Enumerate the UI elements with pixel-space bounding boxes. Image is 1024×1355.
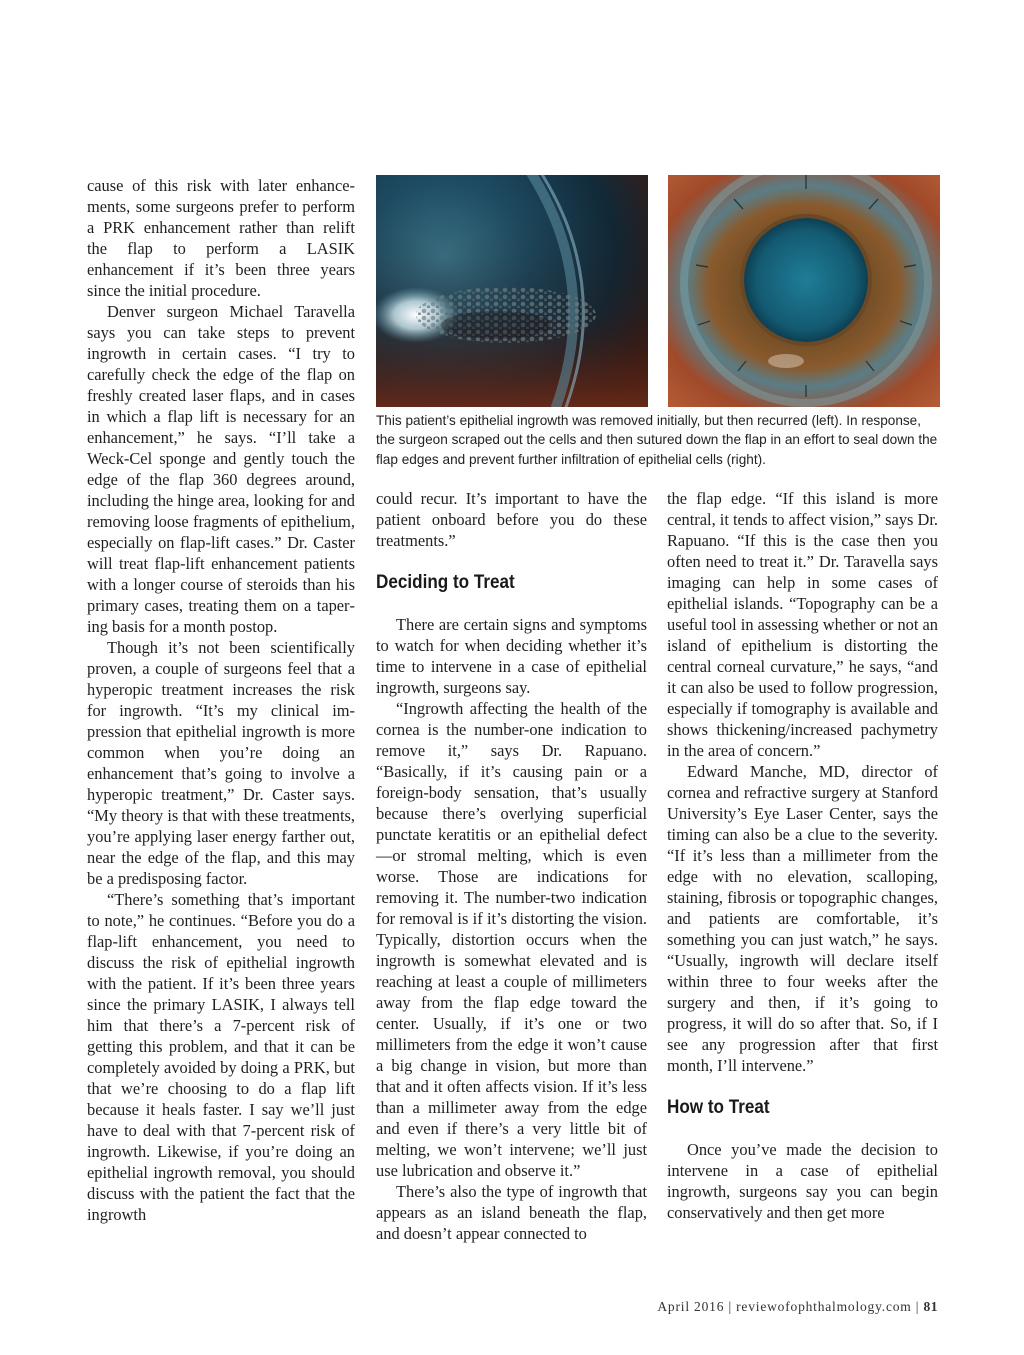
figure-photo-right: [668, 175, 940, 407]
section-heading-deciding: Deciding to Treat: [376, 572, 515, 593]
paragraph: “There’s something that’s important to note,” he continues. “Before you do a flap-lift enhancement, you need to discuss the risk of epithelial ingrowth with the patient. If it’s been three years since the primary LASIK, I always tell him that there’s a 7-percent risk of getting this problem, and that it can be completely avoided by doing a PRK, but that we’re choosing to do a flap lift because it heals faster. I say we’ll just have to deal with that 7-percent risk of ingrowth. Likewise, if you’re doing an epithelial ingrowth removal, you should discuss with the patient the fact that the ingrowth: [87, 890, 355, 1224]
page-number: 81: [923, 1299, 938, 1314]
paragraph: the flap edge. “If this island is more central, it tends to affect vision,” says Dr. Rapuano. “If this is the case then you often need to treat it.” Dr. Taravella says imaging can help in some cases of epithelial islands. “Topography can be a useful tool in assessing whether or not an island of epithelium is distorting the central corneal curvature,” he says, “and it can also be used to follow progression, especially if tomography is available and shows thickening/increased pachymetry in the area of concern.”: [667, 489, 938, 760]
column-3: [667, 488, 938, 1223]
paragraph: cause of this risk with later enhancements, some surgeons prefer to perform a PRK enhancement rather than relift the flap to perform a LASIK enhancement if it’s been three years since the initial procedure.: [87, 176, 355, 300]
figure-caption: This patient’s epithelial ingrowth was removed initially, but then recurred (left). In response, the surgeon scraped out the cells and then sutured down the flap in an effort to seal down the flap edges and prevent further infiltration of epithelial cells (right).: [376, 413, 938, 467]
slit-lamp-eye-image: [376, 175, 648, 407]
paragraph: Once you’ve made the decision to intervene in a case of epithelial ingrowth, surgeons say you can begin conservatively and then get more: [667, 1140, 938, 1222]
paragraph: There are certain signs and symptoms to watch for when deciding whether it’s time to intervene in a case of epithelial ingrowth, surgeons say.: [376, 615, 647, 697]
footer-site: reviewofophthalmology.com: [736, 1299, 912, 1314]
paragraph: Denver surgeon Michael Taravella says you can take steps to prevent ingrowth in certain cases. “I try to carefully check the edge of the flap on freshly created laser flaps, and in cases in which a flap lift is necessary for an enhancement,” he says. “I’ll take a Weck-Cel sponge and gently touch the edge of the flap 360 degrees around, including the hinge area, looking for and removing loose fragments of epithelium, especially on flap-lift cases.” Dr. Caster will treat flap-lift enhancement patients with a longer course of steroids than his primary cases, treating them on a tapering basis for a month postop.: [87, 302, 355, 636]
section-heading-how-to-treat: How to Treat: [667, 1097, 770, 1118]
page-footer: [657, 1299, 938, 1315]
column-1: [87, 175, 355, 1225]
figure-photo-left: [376, 175, 648, 407]
footer-issue: April 2016: [657, 1299, 725, 1314]
paragraph: could recur. It’s important to have the patient onboard before you do these treatments.”: [376, 489, 647, 550]
paragraph: “Ingrowth affecting the health of the cornea is the number-one indication to remove it,” says Dr. Rapuano. “Basically, if it’s causing pain or a foreign-body sensation, that’s usually because there’s overlying superficial punctate keratitis or an epithelial defect—or stromal melting, which is even worse. Those are indications for removing it. The number-two indication for removal is if it’s distorting the vision. Typically, distortion occurs when the ingrowth is somewhat elevated and is reaching at least a couple of millimeters away from the flap edge toward the center. Usually, if it’s one or two millimeters from the edge it won’t cause a big change in vision, but more than that and it often affects vision. If it’s less than a millimeter away from the edge and even if there’s a very little bit of melting, we won’t intervene; we’ll just use lubrication and observe it.”: [376, 699, 647, 1180]
paragraph: Though it’s not been scientifically proven, a couple of surgeons feel that a hyperopic treatment increases the risk for ingrowth. “It’s my clinical impression that epithelial ingrowth is more common when you’re doing an enhancement that’s going to involve a hyperopic treatment,” Dr. Caster says. “My theory is that with these treatments, you’re applying laser energy farther out, near the edge of the flap, and this may be a predisposing factor.: [87, 638, 355, 888]
footer-separator: |: [728, 1299, 732, 1314]
footer-separator: |: [915, 1299, 920, 1314]
sutured-eye-image: [668, 175, 940, 407]
paragraph: There’s also the type of ingrowth that appears as an island beneath the flap, and doesn’t appear connected to: [376, 1182, 647, 1243]
column-2: [376, 488, 647, 1244]
paragraph: Edward Manche, MD, director of cornea and refractive surgery at Stanford University’s Eye Laser Center, says the timing can also be a clue to the severity. “If it’s less than a millimeter from the edge with no elevation, scalloping, staining, fibrosis or topographic changes, and patients are comfortable, it’s something you can just watch,” he says. “Usually, ingrowth will declare itself within three to four weeks after the surgery and then, if it’s going to progress, it will do so after that. So, if I see any progression after that first month, I’ll intervene.”: [667, 762, 938, 1075]
